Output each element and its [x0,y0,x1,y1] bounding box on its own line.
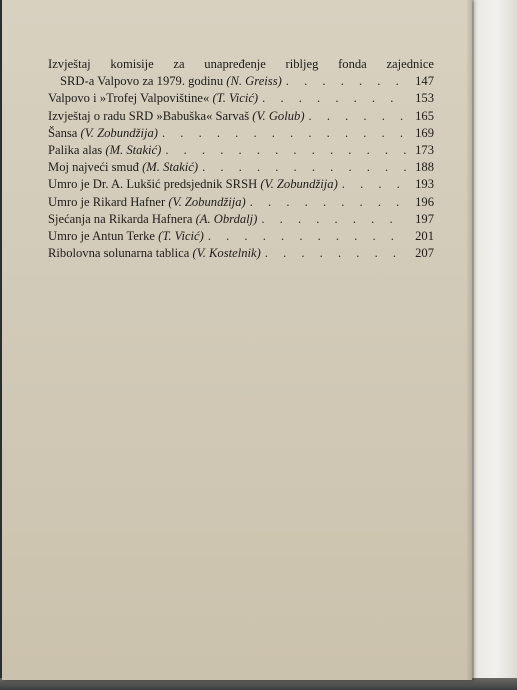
toc-entry [48,142,434,159]
toc-entry-title: Palika alas [48,142,103,157]
toc-entry-author: (M. Stakić) [142,160,199,175]
toc-entry-page: 165 [415,108,434,123]
dot-leader [286,73,408,90]
toc-entry-author: (V. Zobundžija) [260,177,338,192]
toc-entry-author: (V. Zobundžija) [168,194,246,209]
toc-entry-page: 196 [415,194,434,209]
dot-leader [202,159,408,176]
book-page [2,0,472,680]
toc-entry [48,56,434,90]
dot-leader [262,90,408,107]
toc-entry [48,211,434,228]
toc-entry-author: (T. Vicić) [212,91,259,106]
toc-entry-author: (V. Kostelnik) [192,246,261,261]
dot-leader [342,176,408,193]
toc-entry-title: Moj najveći smuđ [48,160,139,175]
toc-entry [48,90,434,107]
dot-leader [261,211,408,228]
dot-leader [208,228,408,245]
dot-leader [265,245,408,262]
toc-entry-author: (V. Golub) [252,108,305,123]
toc-entry-page: 153 [415,91,434,106]
toc-entry-title: Umro je Antun Terke [48,228,155,243]
toc-entry-page: 169 [415,125,434,140]
dot-leader [165,142,408,159]
toc-entry-page: 201 [415,228,434,243]
toc-entry [48,194,434,211]
dot-leader [162,125,408,142]
toc-entry-title: Šansa [48,125,78,140]
toc-entry [48,228,434,245]
toc-entry-author: (V. Zobundžija) [80,125,158,140]
toc-entry-page: 197 [415,211,434,226]
toc-entry [48,245,434,262]
toc-entry-author: (N. Greiss) [226,74,282,89]
toc-entry-title-line1: Izvještaj komisije za unapređenje ribljeg fonda zajednice [48,57,434,71]
toc-entry-title: Sjećanja na Rikarda Hafnera [48,211,193,226]
toc-entry-author: (M. Stakić) [105,142,162,157]
toc-entry [48,159,434,176]
page-edge-shadow [466,0,474,680]
toc-entry-title: Ribolovna solunarna tablica [48,246,190,261]
toc-entry [48,125,434,142]
toc-entry-author: (T. Vicić) [158,228,204,243]
toc-entry-title: Umro je Dr. A. Lukšić predsjednik SRSH [48,177,258,192]
toc-entry-title: Umro je Rikard Hafner [48,194,166,209]
toc-entry-author: (A. Obrdalj) [195,211,258,226]
dot-leader [250,194,408,211]
background-surface [470,0,517,690]
toc-entry-page: 147 [415,74,434,89]
toc-entry-title: Izvještaj o radu SRD »Babuška« Sarvaš [48,108,250,123]
toc-entry-page: 173 [415,142,434,157]
dot-leader [309,108,408,125]
table-of-contents [48,56,434,262]
toc-entry-title: SRD-a Valpovo za 1979. godinu [60,74,224,89]
toc-entry [48,176,434,193]
toc-entry-page: 188 [415,160,434,175]
toc-entry-title: Valpovo i »Trofej Valpovištine« [48,91,210,106]
toc-entry [48,108,434,125]
toc-entry-page: 207 [415,246,434,261]
toc-entry-page: 193 [415,177,434,192]
